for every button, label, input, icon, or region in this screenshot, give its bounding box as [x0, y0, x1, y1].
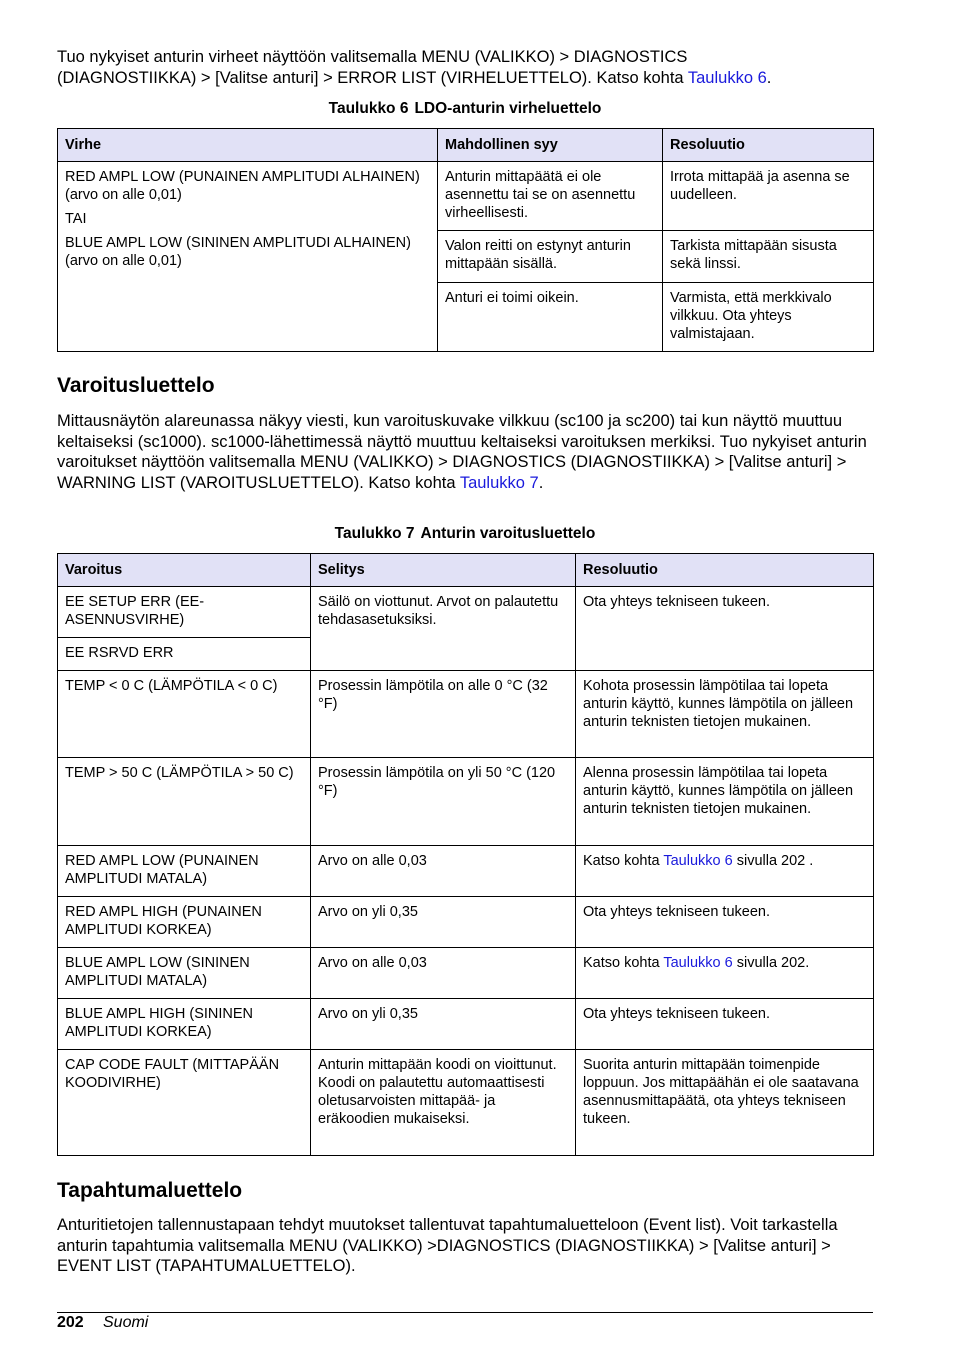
table7-warning-6: RED AMPL HIGH (PUNAINEN AMPLITUDI KORKEA) [58, 897, 311, 948]
table6-cause-2: Valon reitti on estynyt anturin mittapään sisällä. [438, 231, 663, 283]
table7-warning-2: EE RSRVD ERR [58, 638, 311, 671]
warnings-table7-link[interactable]: Taulukko 7 [459, 473, 539, 492]
table7-caption [57, 525, 873, 543]
table7-explanation-8: Arvo on yli 0,35 [311, 999, 576, 1050]
table6-resolution-2: Tarkista mittapään sisusta sekä linssi. [663, 231, 874, 283]
table-row [58, 671, 874, 758]
table7-explanation-9: Anturin mittapään koodi on vioittunut. Koodi on palautettu automaattisesti oletusarvoisten mittapää- ja eräkoodien mukaiseksi. [311, 1050, 576, 1156]
table7-explanation-1: Säilö on viottunut. Arvot on palautettu tehdasasetuksiksi. [311, 587, 576, 671]
warnings-paragraph-text: Mittausnäytön alareunassa näkyy viesti, kun varoituskuvake vilkkuu (sc100 ja sc200) tai kun näyttö muuttuu keltaiseksi (sc1000). sc1000-lähettimessä näyttö muuttuu keltaiseksi varoituksen merkiksi. Tuo nykyiset anturin varoitukset näyttöön valitsemalla MENU (VALIKKO) > DIAGNOSTICS (DIAGNOSTIIKKA) > [Valitse anturi] > WARNING LIST (VAROITUSLUETTELO). Katso kohta [57, 412, 867, 492]
warnings-heading: Varoitusluettelo [57, 374, 215, 397]
table7-header-explanation: Selitys [311, 554, 576, 587]
table6-error-cell [58, 162, 438, 352]
table7-explanation-5: Arvo on alle 0,03 [311, 846, 576, 897]
table7-resolution-5-link[interactable]: Taulukko 6 [663, 853, 733, 869]
intro-line-2-text: (DIAGNOSTIIKKA) > [Valitse anturi] > ERROR LIST (VIRHELUETTELO). Katso kohta [57, 68, 688, 87]
table6-header-error: Virhe [58, 129, 438, 162]
events-heading: Tapahtumaluettelo [57, 1179, 243, 1202]
table7-warning-5: RED AMPL LOW (PUNAINEN AMPLITUDI MATALA) [58, 846, 311, 897]
intro-paragraph [57, 47, 873, 88]
table7-explanation-4: Prosessin lämpötila on yli 50 °C (120 °F) [311, 758, 576, 846]
page-footer [57, 1312, 873, 1331]
table-row [58, 162, 874, 231]
table6-error-or: TAI [65, 211, 87, 227]
table6-resolution-3: Varmista, että merkkivalo vilkkuu. Ota yhteys valmistajaan. [663, 283, 874, 352]
page-number: 202 [57, 1314, 84, 1331]
intro-table6-link[interactable]: Taulukko 6 [687, 68, 767, 87]
table6-header-row [58, 129, 874, 162]
table-row [58, 1050, 874, 1156]
footer-language: Suomi [103, 1314, 149, 1331]
table7-header-row [58, 554, 874, 587]
table6-resolution-1: Irrota mittapää ja asenna se uudelleen. [663, 162, 874, 231]
table7-resolution-4: Alenna prosessin lämpötilaa tai lopeta anturin käyttö, kunnes lämpötila on jälleen anturin teknisten tietojen mukainen. [576, 758, 874, 846]
table7-resolution-7-post: sivulla 202. [732, 955, 810, 971]
table7-resolution-1: Ota yhteys tekniseen tukeen. [576, 587, 874, 671]
warnings-end: . [538, 473, 544, 492]
intro-line-2 [57, 68, 873, 89]
table7-warning-8: BLUE AMPL HIGH (SININEN AMPLITUDI KORKEA) [58, 999, 311, 1050]
events-paragraph: Anturitietojen tallennustapaan tehdyt muutokset tallentuvat tapahtumaluetteloon (Event list). Voit tarkastella anturin tapahtumia valitsemalla MENU (VALIKKO) >DIAGNOSTICS (DIAGNOSTIIKKA) > [Valitse anturi] > EVENT LIST (TAPAHTUMALUETTELO). [57, 1216, 838, 1275]
table7-explanation-3: Prosessin lämpötila on alle 0 °C (32 °F) [311, 671, 576, 758]
table7-warning-7: BLUE AMPL LOW (SININEN AMPLITUDI MATALA) [58, 948, 311, 999]
table7-resolution-7 [576, 948, 874, 999]
table-row [58, 846, 874, 897]
table7-caption-title: Anturin varoitusluettelo [420, 525, 596, 542]
table7-warning-3: TEMP < 0 C (LÄMPÖTILA < 0 C) [58, 671, 311, 758]
table6-ldo-errors [57, 128, 874, 352]
table7-warning-9: CAP CODE FAULT (MITTAPÄÄN KOODIVIRHE) [58, 1050, 311, 1156]
table6-caption-title: LDO-anturin virheluettelo [414, 100, 602, 117]
table7-resolution-9: Suorita anturin mittapään toimenpide loppuun. Jos mittapäähän ei ole saatavana asennusmittapäätä, ota yhteys tekniseen tukeen. [576, 1050, 874, 1156]
table7-resolution-7-pre: Katso kohta [583, 955, 664, 971]
table6-caption-number: Taulukko 6 [328, 100, 409, 117]
table7-resolution-7-link[interactable]: Taulukko 6 [663, 955, 733, 971]
table-row [58, 999, 874, 1050]
table7-resolution-6: Ota yhteys tekniseen tukeen. [576, 897, 874, 948]
table-row [58, 758, 874, 846]
table6-caption [57, 100, 873, 118]
intro-end: . [766, 68, 772, 87]
table6-error-blue: BLUE AMPL LOW (SININEN AMPLITUDI ALHAINEN) (arvo on alle 0,01) [65, 235, 411, 269]
table6-cause-1: Anturin mittapäätä ei ole asennettu tai se on asennettu virheellisesti. [438, 162, 663, 231]
table7-warning-4: TEMP > 50 C (LÄMPÖTILA > 50 C) [58, 758, 311, 846]
intro-line-1: Tuo nykyiset anturin virheet näyttöön valitsemalla MENU (VALIKKO) > DIAGNOSTICS [57, 48, 688, 66]
table7-resolution-8: Ota yhteys tekniseen tukeen. [576, 999, 874, 1050]
table7-resolution-5 [576, 846, 874, 897]
table7-resolution-5-post: sivulla 202 . [732, 853, 814, 869]
table7-resolution-3: Kohota prosessin lämpötilaa tai lopeta anturin käyttö, kunnes lämpötila on jälleen anturin teknisten tietojen mukainen. [576, 671, 874, 758]
table7-caption-number: Taulukko 7 [334, 525, 415, 542]
table7-header-warning: Varoitus [58, 554, 311, 587]
table7-header-resolution: Resoluutio [576, 554, 874, 587]
table-row [58, 587, 874, 638]
table7-explanation-6: Arvo on yli 0,35 [311, 897, 576, 948]
table7-explanation-7: Arvo on alle 0,03 [311, 948, 576, 999]
table6-error-red: RED AMPL LOW (PUNAINEN AMPLITUDI ALHAINEN) (arvo on alle 0,01) [65, 169, 420, 203]
table6-header-cause: Mahdollinen syy [438, 129, 663, 162]
table7-resolution-5-pre: Katso kohta [583, 853, 664, 869]
warnings-paragraph [57, 411, 873, 493]
table-row [58, 948, 874, 999]
table7-warning-1: EE SETUP ERR (EE-ASENNUSVIRHE) [58, 587, 311, 638]
table6-header-resolution: Resoluutio [663, 129, 874, 162]
table6-cause-3: Anturi ei toimi oikein. [438, 283, 663, 352]
table7-warnings [57, 553, 874, 1156]
table-row [58, 897, 874, 948]
